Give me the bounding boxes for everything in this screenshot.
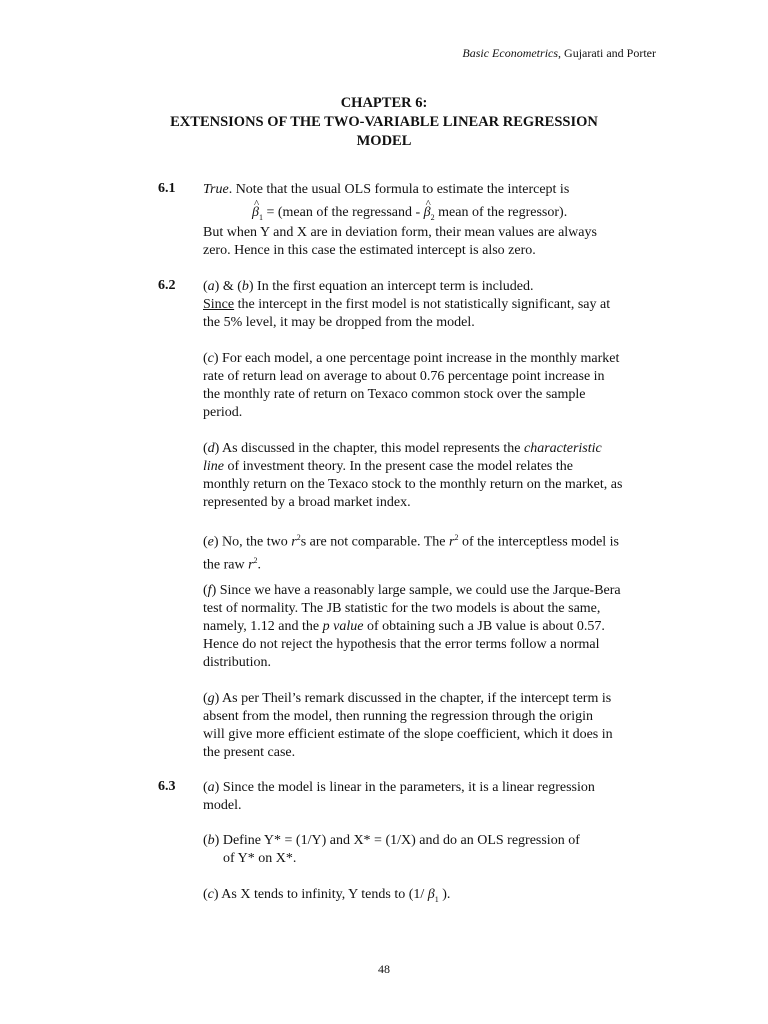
- c-text: ) For each model, a one percentage point increase in the monthly market rate of return lead on average to about 0.76 percentage point increase in the monthly rate of return on Texaco common stock over the sample period.: [203, 351, 620, 420]
- characteristic-line: characteristic line: [203, 441, 602, 474]
- ab-rest: the intercept in the first model is not statistically significant, say at the 5% level, it may be dropped from the model.: [203, 297, 611, 330]
- running-head: [462, 46, 656, 61]
- letter-g: g: [207, 691, 215, 706]
- chapter-heading: [0, 94, 768, 151]
- e-text2: s are not comparable. The: [300, 534, 449, 550]
- sup-3: 2: [253, 555, 258, 565]
- section-number-6-3: 6.3: [158, 779, 176, 794]
- section-6-2-g: (g) As per Theil’s remark discussed in the chapter, if the intercept term is absent from the model, then running the regression through the origin will give more efficient estimate of the slope coefficient, which it does in the present case.: [203, 691, 613, 760]
- section-6-3-c: (c) As X tends to infinity, Y tends to (1/ $\beta_1$ ).: [203, 887, 451, 904]
- ab-text: ) In the first equation an intercept term is included.: [248, 279, 534, 294]
- section-6-2-ab: (a) & (b) In the first equation an intercept term is included. Since the intercept in the first model is not statistically significant, say at the 5% level, it may be dropped from the model.: [203, 279, 611, 330]
- c-text2-63: ).: [438, 887, 451, 902]
- letter-b: b: [241, 279, 249, 294]
- formula-end: mean of the regressor).: [434, 205, 568, 220]
- since-word: Since: [203, 297, 235, 312]
- letter-c-63: c: [207, 887, 214, 902]
- r-symbol-1: r: [291, 534, 297, 550]
- beta1-hat: ^ β: [252, 204, 259, 222]
- sup-1: 2: [296, 533, 301, 542]
- chapter-number: CHAPTER 6:: [340, 95, 428, 111]
- r-symbol-2: r: [448, 534, 455, 550]
- section-number-6-2: 6.2: [158, 278, 176, 293]
- section-6-3-b: (b) Define Y* = (1/Y) and X* = (1/X) and do an OLS regression of of Y* on X*.: [203, 833, 580, 866]
- c-text1-63: ) As X tends to infinity, Y tends to (1/: [213, 887, 428, 902]
- section-6-1-line1: [203, 181, 633, 199]
- b-text1-63: ) Define Y* = (1/Y) and X* = (1/X) and do an OLS regression of: [214, 833, 580, 848]
- beta1-sub: 1: [258, 212, 263, 222]
- letter-d: d: [207, 441, 215, 456]
- e-text3: of the interceptless model is the raw: [203, 534, 620, 573]
- letter-c: c: [207, 351, 214, 366]
- letter-b-63: b: [207, 833, 215, 848]
- g-text: ) As per Theil’s remark discussed in the chapter, if the intercept term is absent from the model, then running the regression through the origin will give more efficient estimate of the slope coefficient, which it does in the present case.: [203, 691, 613, 760]
- section-6-2-f: (f) Since we have a reasonably large sample, we could use the Jarque-Bera test of normality. The JB statistic for the two models is about the same, namely, 1.12 and the p value of obtaining such a JB value is about 0.57. Hence do not reject the hypothesis that the error terms follow a normal distribution.: [203, 583, 621, 670]
- chapter-title-line1: EXTENSIONS OF THE TWO-VARIABLE LINEAR REGRESSION: [170, 114, 598, 130]
- authors: , Gujarati and Porter: [558, 46, 656, 60]
- s61-line1-text: . Note that the usual OLS formula to estimate the intercept is: [228, 182, 570, 197]
- section-6-1-rest: But when Y and X are in deviation form, their mean values are always zero. Hence in this case the estimated intercept is also zero.: [203, 225, 597, 258]
- beta2-sub: 2: [430, 212, 435, 222]
- true-word: True: [203, 182, 229, 197]
- f-text2: of obtaining such a JB value is about 0.57. Hence do not reject the hypothesis that the error terms follow a normal distribution.: [203, 619, 605, 670]
- page-number: 48: [378, 962, 390, 976]
- p-value: p value: [322, 619, 364, 634]
- letter-a: a: [207, 279, 215, 294]
- ab-mid: ) & (: [214, 279, 242, 294]
- sup-2: 2: [454, 533, 459, 542]
- beta2-hat: ^ β: [424, 204, 431, 222]
- beta-symbol: β: [427, 887, 435, 902]
- chapter-title-line2: MODEL: [356, 133, 412, 149]
- section-number-6-1: 6.1: [158, 181, 176, 196]
- a-text-63: ) Since the model is linear in the parameters, it is a linear regression model.: [203, 780, 595, 813]
- letter-f: f: [207, 583, 212, 598]
- d-text2: of investment theory. In the present case the model relates the monthly return on the Texaco stock to the monthly return on the market, as represented by a broad market index.: [203, 459, 623, 510]
- formula-mid: = (mean of the regressand -: [262, 205, 424, 220]
- beta-sub: 1: [434, 894, 439, 904]
- d-text1: ) As discussed in the chapter, this model represents the: [214, 441, 524, 456]
- letter-a-63: a: [207, 780, 215, 795]
- section-6-2-e: (e) No, the two $r^2s$ are not comparable. The $r^2$ of the interceptless model is the raw $r^2$.: [203, 533, 620, 573]
- letter-e: e: [207, 534, 214, 550]
- b-text2-63: of Y* on X*.: [223, 851, 297, 866]
- e-end: .: [257, 557, 262, 573]
- section-6-2-c: (c) For each model, a one percentage point increase in the monthly market rate of return lead on average to about 0.76 percentage point increase in the monthly rate of return on Texaco common stock over the sample period.: [203, 351, 620, 420]
- e-text1: ) No, the two: [213, 534, 292, 550]
- book-title: Basic Econometrics: [462, 46, 559, 60]
- r-symbol-3: r: [248, 557, 254, 573]
- section-6-2-d: (d) As discussed in the chapter, this model represents the characteristic line of investment theory. In the present case the model relates the monthly return on the Texaco stock to the monthly return on the market, as represented by a broad market index.: [203, 441, 623, 510]
- section-6-3-a: (a) Since the model is linear in the parameters, it is a linear regression model.: [203, 780, 595, 813]
- f-text1: ) Since we have a reasonably large sample, we could use the Jarque-Bera test of normality. The JB statistic for the two models is about the same, namely, 1.12 and the: [203, 583, 621, 634]
